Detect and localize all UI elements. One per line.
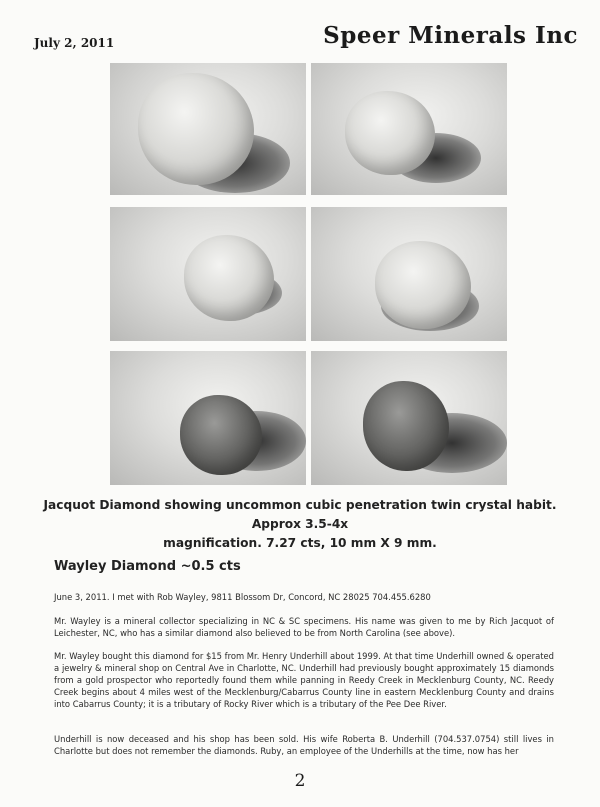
diamond-photo-3 [110,207,306,341]
paragraph-underhill: Underhill is now deceased and his shop has been sold. His wife Roberta B. Underhill (704.537.0754) still lives in Charlotte but does not remember the diamonds. Ruby, an employee of the Underhills at the time, now has her [54,734,554,756]
paragraph-collector: Mr. Wayley is a mineral collector specializing in NC & SC specimens. His name was given to me by Rich Jacquot of Leichester, NC, who has a similar diamond also believed to be from North Carolina (see above). [54,616,554,638]
section-title: Wayley Diamond ~0.5 cts [54,559,241,574]
diamond-photo-1 [110,63,306,195]
diamond-photo-2 [311,63,507,195]
caption-line-1: Jacquot Diamond showing uncommon cubic penetration twin crystal habit. Approx 3.5-4x [43,498,557,531]
caption-line-2: magnification. 7.27 cts, 10 mm X 9 mm. [163,536,437,550]
paragraph-meeting: June 3, 2011. I met with Rob Wayley, 9811 Blossom Dr, Concord, NC 28025 704.455.6280 [54,592,431,602]
photo-caption [40,496,560,553]
company-name: Speer Minerals Inc [323,22,578,49]
paragraph-purchase: Mr. Wayley bought this diamond for $15 from Mr. Henry Underhill about 1999. At that time Underhill owned & operated a jewelry & mineral shop on Central Ave in Charlotte, NC. Underhill had previously bought approximately 15 diamonds from a gold prospector who reportedly found them while panning in Reedy Creek in Mecklenburg County, NC. Reedy Creek begins about 4 miles west of the Mecklenburg/Cabarrus County line in eastern Mecklenburg County and drains into Cabarrus County; it is a tributary of Rocky River which is a tributary of the Pee Dee River. [54,651,554,709]
diamond-photo-6 [311,351,507,485]
page-number: 2 [294,771,306,791]
diamond-photo-5 [110,351,306,485]
diamond-photo-4 [311,207,507,341]
document-date: July 2, 2011 [34,36,115,50]
